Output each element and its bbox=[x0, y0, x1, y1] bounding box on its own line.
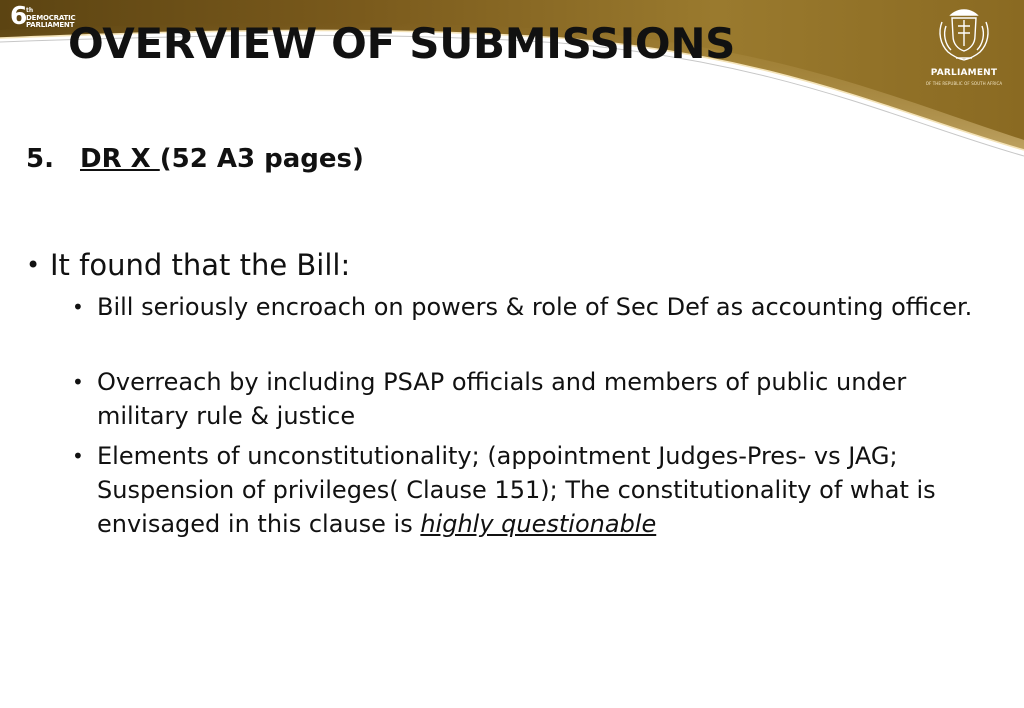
logo-superscript: th bbox=[26, 7, 34, 14]
main-bullet bbox=[26, 246, 350, 284]
sub-bullet bbox=[72, 439, 992, 541]
logo-numeral: 6 bbox=[10, 1, 28, 30]
submission-number: 5. bbox=[26, 144, 54, 174]
sub-bullet-text-wrapper bbox=[72, 439, 992, 541]
sub-bullet bbox=[72, 365, 992, 433]
submission-heading bbox=[26, 142, 364, 176]
crest-name: PARLIAMENT bbox=[930, 68, 998, 78]
logo-line-1: DEMOCRATIC bbox=[26, 14, 76, 22]
bullet-icon: • bbox=[72, 295, 84, 319]
page-title: OVERVIEW OF SUBMISSIONS bbox=[68, 19, 736, 68]
bullet-icon: • bbox=[72, 370, 84, 394]
sub-bullet-text: Elements of unconstitutionality; (appointment Judges-Pres- vs JAG; Suspension of privileges( Clause 151); The constitutionality of what is envisaged in this clause is bbox=[97, 442, 936, 538]
bullet-icon: • bbox=[26, 251, 41, 279]
parliament-crest bbox=[925, 6, 1003, 94]
submission-detail: (52 A3 pages) bbox=[159, 144, 364, 174]
logo-line-2: PARLIAMENT bbox=[26, 21, 75, 29]
main-bullet-text: It found that the Bill: bbox=[50, 248, 351, 282]
sub-bullet-text: Bill seriously encroach on powers & role of Sec Def as accounting officer. bbox=[97, 293, 973, 321]
sub-bullet-text: Overreach by including PSAP officials and members of public under military rule & justice bbox=[97, 368, 907, 430]
parliament-crest-icon bbox=[934, 6, 994, 64]
emphasis-text: highly questionable bbox=[420, 510, 657, 538]
crest-subtitle: OF THE REPUBLIC OF SOUTH AFRICA bbox=[925, 81, 1003, 86]
submitter-name: DR X bbox=[80, 144, 160, 174]
bullet-icon: • bbox=[72, 444, 84, 468]
sub-bullet bbox=[72, 290, 992, 324]
